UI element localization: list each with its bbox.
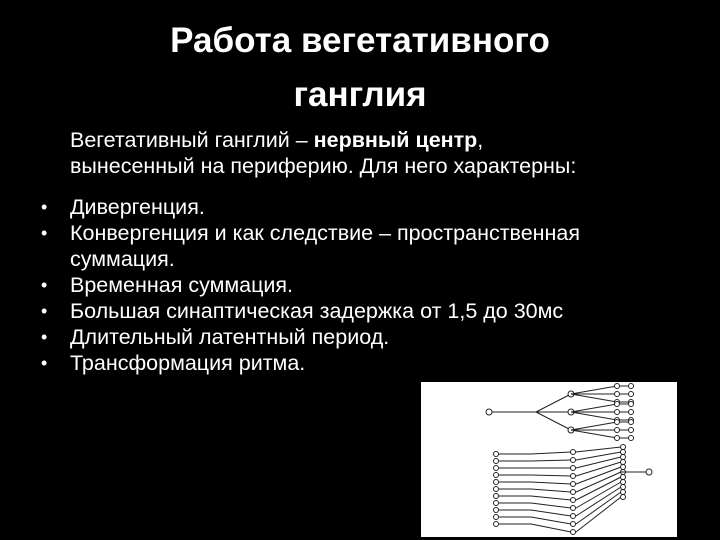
axon-line — [576, 497, 621, 532]
bullet-text-continued: суммация. — [70, 247, 175, 271]
neuron-divergence-convergence-diagram-icon — [421, 382, 677, 537]
neuron-cell — [571, 450, 576, 455]
neuron-cell — [486, 409, 492, 415]
neuron-cell — [571, 466, 576, 471]
neuron-cell — [494, 480, 499, 485]
neuron-cell — [621, 450, 626, 455]
neuron-cell — [494, 501, 499, 506]
neuron-cell — [615, 428, 620, 433]
intro-paragraph — [70, 127, 690, 179]
axon-line — [571, 394, 617, 402]
neuron-cell — [571, 474, 576, 479]
axon-line — [531, 452, 571, 454]
neuron-cell — [571, 498, 576, 503]
neuron-cell — [494, 494, 499, 499]
bullet-text: Временная суммация. — [70, 273, 294, 297]
axon-line — [531, 496, 571, 500]
neuron-cell — [621, 455, 626, 460]
bullet-dot: • — [41, 327, 48, 347]
neuron-cell — [571, 530, 576, 535]
neuron-diagram-figure — [421, 382, 677, 537]
axon-line — [531, 503, 571, 508]
neuron-cell — [615, 436, 620, 441]
axon-line — [536, 394, 571, 412]
neuron-cell — [629, 392, 634, 397]
bullet-dot: • — [41, 275, 48, 295]
neuron-cell — [494, 473, 499, 478]
bullet-text: Большая синаптическая задержка от 1,5 до 30мс — [70, 299, 564, 323]
axon-line — [531, 517, 571, 524]
title-line-2: ганглия — [293, 75, 427, 114]
neuron-cell — [615, 420, 620, 425]
neuron-cell — [615, 410, 620, 415]
bullet-dot: • — [41, 301, 48, 321]
intro-line-2: вынесенный на периферию. Для него характерны: — [70, 154, 577, 178]
neuron-cell — [629, 420, 634, 425]
neuron-cell — [621, 475, 626, 480]
axon-line — [531, 475, 571, 476]
neuron-cell — [629, 428, 634, 433]
neuron-cell — [494, 459, 499, 464]
axon-line — [571, 430, 617, 438]
neuron-cell — [621, 480, 626, 485]
bullet-text: Конвергенция и как следствие – пространственная — [70, 221, 581, 245]
intro-part-2: , — [477, 128, 484, 152]
neuron-cell — [571, 522, 576, 527]
neuron-cell — [494, 515, 499, 520]
axon-line — [531, 510, 571, 516]
intro-line-1 — [70, 127, 690, 153]
bullet-dot: • — [41, 223, 48, 243]
neuron-cell — [629, 402, 634, 407]
neuron-cell — [494, 466, 499, 471]
axon-line — [576, 447, 621, 452]
neuron-cell — [621, 445, 626, 450]
neuron-cell — [621, 485, 626, 490]
axon-line — [571, 386, 617, 394]
neuron-cell — [571, 458, 576, 463]
neuron-cell — [629, 436, 634, 441]
intro-part-1: Вегетативный ганглий – — [70, 128, 314, 152]
neuron-cell — [494, 452, 499, 457]
axon-line — [531, 524, 571, 532]
axon-line — [576, 462, 621, 476]
neuron-cell — [621, 495, 626, 500]
axon-line — [536, 412, 571, 430]
axon-line — [571, 422, 617, 430]
axon-line — [531, 482, 571, 484]
axon-line — [576, 482, 621, 508]
bullet-item — [36, 324, 686, 350]
neuron-cell — [621, 465, 626, 470]
neuron-cell — [615, 402, 620, 407]
neuron-cell — [646, 469, 652, 475]
axon-line — [531, 489, 571, 492]
bullet-item — [36, 220, 686, 272]
slide-title — [60, 14, 660, 122]
bullet-list — [36, 194, 686, 376]
neuron-cell — [629, 384, 634, 389]
neuron-cell — [615, 392, 620, 397]
intro-bold-term: нервный центр — [313, 128, 478, 152]
bullet-item — [36, 272, 686, 298]
axon-line — [531, 460, 571, 461]
axon-line — [571, 404, 617, 412]
bullet-dot: • — [41, 353, 48, 373]
neuron-cell — [621, 490, 626, 495]
bullet-text: Трансформация ритма. — [70, 351, 306, 375]
neuron-cell — [615, 384, 620, 389]
neuron-cell — [494, 522, 499, 527]
neuron-cell — [629, 410, 634, 415]
title-line-1: Работа вегетативного — [170, 21, 550, 60]
neuron-cell — [621, 460, 626, 465]
neuron-cell — [494, 508, 499, 513]
neuron-cell — [571, 514, 576, 519]
bullet-text: Длительный латентный период. — [70, 325, 390, 349]
neuron-cell — [571, 490, 576, 495]
bullet-dot: • — [41, 197, 48, 217]
neuron-cell — [571, 506, 576, 511]
bullet-text: Дивергенция. — [70, 195, 205, 219]
neuron-cell — [494, 487, 499, 492]
axon-line — [576, 487, 621, 516]
bullet-item — [36, 194, 686, 220]
bullet-item — [36, 350, 686, 376]
bullet-item — [36, 298, 686, 324]
neuron-cell — [571, 482, 576, 487]
axon-line — [571, 412, 617, 420]
